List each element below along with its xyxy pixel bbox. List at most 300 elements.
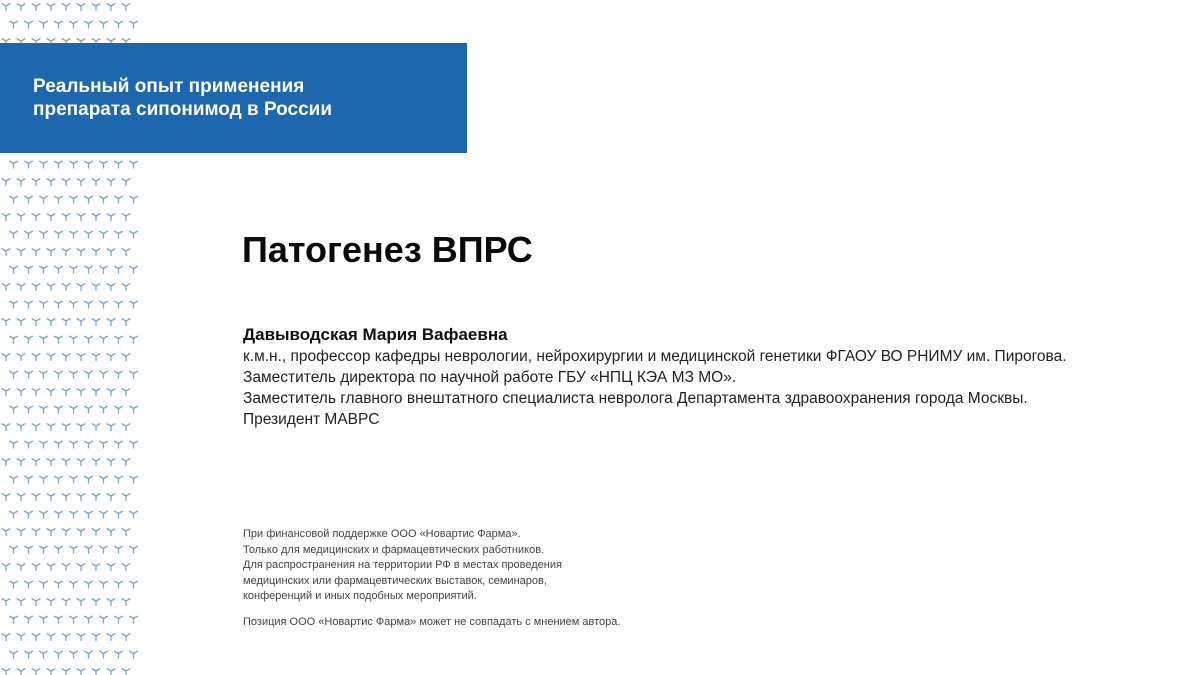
- pattern-glyph-icon: [77, 354, 85, 361]
- pattern-glyph-icon: [2, 249, 10, 256]
- pattern-glyph-icon: [62, 4, 70, 11]
- pattern-glyph-icon: [47, 284, 55, 291]
- pattern-glyph-icon: [122, 529, 130, 536]
- pattern-glyph-icon: [77, 389, 85, 396]
- pattern-glyph-icon: [115, 301, 123, 308]
- pattern-glyph-icon: [85, 336, 93, 343]
- disclaimer-line-2: Только для медицинских и фармацевтических работников.: [243, 543, 545, 556]
- pattern-glyph-icon: [47, 354, 55, 361]
- pattern-glyph-icon: [25, 441, 33, 448]
- pattern-glyph-icon: [115, 441, 123, 448]
- pattern-glyph-icon: [17, 564, 25, 571]
- disclaimer-line-5: конференций и иных подобных мероприятий.: [243, 590, 477, 602]
- pattern-glyph-icon: [17, 599, 25, 606]
- pattern-glyph-icon: [130, 371, 138, 378]
- pattern-glyph-icon: [77, 599, 85, 606]
- pattern-glyph-icon: [92, 354, 100, 361]
- pattern-glyph-icon: [40, 336, 48, 343]
- pattern-glyph-icon: [85, 616, 93, 623]
- pattern-glyph-icon: [10, 406, 18, 413]
- pattern-glyph-icon: [55, 441, 63, 448]
- pattern-glyph-icon: [85, 511, 93, 518]
- pattern-glyph-icon: [2, 494, 10, 501]
- pattern-glyph-icon: [47, 564, 55, 571]
- pattern-glyph-icon: [92, 4, 100, 11]
- pattern-glyph-icon: [55, 371, 63, 378]
- pattern-glyph-icon: [40, 511, 48, 518]
- pattern-glyph-icon: [62, 249, 70, 256]
- pattern-glyph-icon: [122, 354, 130, 361]
- pattern-glyph-icon: [32, 319, 40, 326]
- pattern-glyph-icon: [10, 581, 18, 588]
- pattern-glyph-icon: [130, 511, 138, 518]
- pattern-glyph-icon: [40, 196, 48, 203]
- pattern-glyph-icon: [100, 196, 108, 203]
- pattern-glyph-icon: [62, 669, 70, 675]
- pattern-glyph-icon: [92, 459, 100, 466]
- pattern-glyph-icon: [70, 371, 78, 378]
- pattern-glyph-icon: [62, 424, 70, 431]
- pattern-glyph-icon: [40, 406, 48, 413]
- pattern-glyph-icon: [70, 546, 78, 553]
- pattern-glyph-icon: [85, 476, 93, 483]
- pattern-glyph-icon: [47, 214, 55, 221]
- pattern-glyph-icon: [55, 511, 63, 518]
- pattern-glyph-icon: [70, 336, 78, 343]
- pattern-glyph-icon: [115, 266, 123, 273]
- pattern-glyph-icon: [55, 581, 63, 588]
- pattern-glyph-icon: [100, 476, 108, 483]
- pattern-glyph-icon: [47, 599, 55, 606]
- pattern-glyph-icon: [122, 179, 130, 186]
- pattern-glyph-icon: [10, 476, 18, 483]
- disclaimer-line-1: При финансовой поддержке ООО «Новартис Фарма».: [243, 528, 521, 540]
- slide-title: Патогенез ВПРС: [242, 229, 533, 270]
- pattern-glyph-icon: [130, 231, 138, 238]
- pattern-glyph-icon: [77, 669, 85, 675]
- pattern-glyph-icon: [40, 476, 48, 483]
- pattern-glyph-icon: [107, 179, 115, 186]
- pattern-glyph-icon: [107, 634, 115, 641]
- pattern-glyph-icon: [10, 161, 18, 168]
- pattern-glyph-icon: [17, 284, 25, 291]
- pattern-glyph-icon: [17, 319, 25, 326]
- pattern-glyph-icon: [85, 196, 93, 203]
- pattern-glyph-icon: [40, 371, 48, 378]
- pattern-glyph-icon: [40, 161, 48, 168]
- pattern-glyph-icon: [2, 634, 10, 641]
- pattern-glyph-icon: [55, 406, 63, 413]
- pattern-glyph-icon: [10, 616, 18, 623]
- pattern-glyph-icon: [130, 161, 138, 168]
- pattern-glyph-icon: [55, 231, 63, 238]
- pattern-glyph-icon: [122, 284, 130, 291]
- pattern-glyph-icon: [55, 546, 63, 553]
- disclaimer-block: [243, 527, 620, 630]
- pattern-glyph-icon: [25, 651, 33, 658]
- pattern-glyph-icon: [62, 214, 70, 221]
- pattern-glyph-icon: [92, 319, 100, 326]
- pattern-glyph-icon: [25, 196, 33, 203]
- pattern-glyph-icon: [130, 196, 138, 203]
- pattern-glyph-icon: [47, 4, 55, 11]
- pattern-glyph-icon: [77, 494, 85, 501]
- pattern-glyph-icon: [70, 441, 78, 448]
- pattern-glyph-icon: [107, 389, 115, 396]
- pattern-glyph-icon: [85, 651, 93, 658]
- pattern-glyph-icon: [55, 336, 63, 343]
- pattern-glyph-icon: [70, 616, 78, 623]
- pattern-glyph-icon: [70, 581, 78, 588]
- pattern-glyph-icon: [107, 529, 115, 536]
- disclaimer-line-3: Для распространения на территории РФ в местах проведения: [243, 559, 562, 571]
- pattern-glyph-icon: [100, 231, 108, 238]
- pattern-glyph-icon: [32, 564, 40, 571]
- pattern-glyph-icon: [70, 196, 78, 203]
- pattern-glyph-icon: [107, 564, 115, 571]
- pattern-glyph-icon: [85, 231, 93, 238]
- pattern-glyph-icon: [2, 424, 10, 431]
- pattern-glyph-icon: [130, 546, 138, 553]
- pattern-glyph-icon: [100, 441, 108, 448]
- pattern-glyph-icon: [17, 424, 25, 431]
- pattern-glyph-icon: [2, 459, 10, 466]
- pattern-glyph-icon: [130, 616, 138, 623]
- pattern-glyph-icon: [130, 441, 138, 448]
- pattern-glyph-icon: [40, 616, 48, 623]
- pattern-glyph-icon: [115, 581, 123, 588]
- pattern-glyph-icon: [122, 249, 130, 256]
- pattern-glyph-icon: [92, 249, 100, 256]
- pattern-glyph-icon: [55, 476, 63, 483]
- pattern-glyph-icon: [122, 389, 130, 396]
- pattern-glyph-icon: [40, 231, 48, 238]
- pattern-glyph-icon: [115, 231, 123, 238]
- pattern-glyph-icon: [115, 196, 123, 203]
- pattern-glyph-icon: [62, 564, 70, 571]
- pattern-glyph-icon: [92, 599, 100, 606]
- pattern-glyph-icon: [10, 266, 18, 273]
- pattern-glyph-icon: [100, 616, 108, 623]
- pattern-glyph-icon: [92, 389, 100, 396]
- pattern-glyph-icon: [115, 546, 123, 553]
- pattern-glyph-icon: [32, 284, 40, 291]
- pattern-glyph-icon: [2, 179, 10, 186]
- pattern-glyph-icon: [40, 301, 48, 308]
- pattern-glyph-icon: [77, 529, 85, 536]
- pattern-glyph-icon: [32, 424, 40, 431]
- pattern-glyph-icon: [85, 546, 93, 553]
- pattern-glyph-icon: [130, 301, 138, 308]
- pattern-glyph-icon: [32, 669, 40, 675]
- author-name: Давыводская Мария Вафаевна: [243, 325, 508, 344]
- pattern-glyph-icon: [100, 511, 108, 518]
- pattern-glyph-icon: [130, 651, 138, 658]
- pattern-glyph-icon: [25, 161, 33, 168]
- pattern-glyph-icon: [130, 21, 138, 28]
- pattern-glyph-icon: [122, 424, 130, 431]
- pattern-glyph-icon: [62, 354, 70, 361]
- pattern-glyph-icon: [85, 441, 93, 448]
- pattern-glyph-icon: [62, 599, 70, 606]
- pattern-glyph-icon: [85, 21, 93, 28]
- pattern-glyph-icon: [32, 389, 40, 396]
- pattern-glyph-icon: [77, 249, 85, 256]
- pattern-glyph-icon: [25, 616, 33, 623]
- pattern-glyph-icon: [32, 354, 40, 361]
- pattern-glyph-icon: [32, 599, 40, 606]
- pattern-glyph-icon: [40, 441, 48, 448]
- pattern-glyph-icon: [32, 214, 40, 221]
- pattern-glyph-icon: [2, 4, 10, 11]
- pattern-glyph-icon: [107, 459, 115, 466]
- disclaimer-note: Позиция ООО «Новартис Фарма» может не совпадать с мнением автора.: [243, 615, 621, 628]
- pattern-glyph-icon: [2, 284, 10, 291]
- pattern-glyph-icon: [122, 214, 130, 221]
- pattern-glyph-icon: [107, 249, 115, 256]
- pattern-glyph-icon: [17, 214, 25, 221]
- pattern-glyph-icon: [77, 284, 85, 291]
- pattern-glyph-icon: [70, 231, 78, 238]
- pattern-glyph-icon: [70, 21, 78, 28]
- pattern-glyph-icon: [10, 651, 18, 658]
- pattern-glyph-icon: [107, 494, 115, 501]
- pattern-glyph-icon: [115, 161, 123, 168]
- pattern-glyph-icon: [10, 231, 18, 238]
- pattern-glyph-icon: [92, 424, 100, 431]
- pattern-glyph-icon: [55, 161, 63, 168]
- pattern-glyph-icon: [70, 511, 78, 518]
- pattern-glyph-icon: [2, 564, 10, 571]
- pattern-glyph-icon: [130, 266, 138, 273]
- pattern-glyph-icon: [47, 319, 55, 326]
- pattern-glyph-icon: [47, 179, 55, 186]
- author-credential-1: к.м.н., профессор кафедры неврологии, нейрохирургии и медицинской генетики ФГАОУ ВО РНИМУ им. Пирогова.: [243, 348, 1067, 365]
- pattern-glyph-icon: [17, 529, 25, 536]
- pattern-glyph-icon: [122, 669, 130, 675]
- pattern-glyph-icon: [115, 336, 123, 343]
- pattern-glyph-icon: [25, 511, 33, 518]
- pattern-glyph-icon: [77, 564, 85, 571]
- pattern-glyph-icon: [25, 406, 33, 413]
- header-banner: [0, 43, 467, 153]
- pattern-glyph-icon: [115, 406, 123, 413]
- pattern-glyph-icon: [122, 599, 130, 606]
- pattern-glyph-icon: [17, 4, 25, 11]
- pattern-glyph-icon: [10, 301, 18, 308]
- pattern-glyph-icon: [77, 319, 85, 326]
- pattern-glyph-icon: [130, 336, 138, 343]
- pattern-glyph-icon: [2, 319, 10, 326]
- pattern-glyph-icon: [62, 529, 70, 536]
- pattern-glyph-icon: [92, 494, 100, 501]
- pattern-glyph-icon: [77, 459, 85, 466]
- pattern-glyph-icon: [85, 406, 93, 413]
- pattern-glyph-icon: [2, 214, 10, 221]
- author-credential-3: Заместитель главного внештатного специалиста невролога Департамента здравоохранения города Москвы.: [243, 390, 1028, 407]
- pattern-glyph-icon: [47, 634, 55, 641]
- pattern-glyph-icon: [40, 546, 48, 553]
- pattern-glyph-icon: [85, 301, 93, 308]
- author-credential-4: Президент МАВРС: [243, 411, 380, 428]
- pattern-glyph-icon: [85, 371, 93, 378]
- pattern-glyph-icon: [70, 301, 78, 308]
- pattern-glyph-icon: [17, 669, 25, 675]
- pattern-glyph-icon: [107, 4, 115, 11]
- pattern-glyph-icon: [32, 459, 40, 466]
- pattern-glyph-icon: [17, 249, 25, 256]
- pattern-glyph-icon: [100, 371, 108, 378]
- pattern-glyph-icon: [100, 21, 108, 28]
- pattern-glyph-icon: [107, 284, 115, 291]
- pattern-glyph-icon: [122, 4, 130, 11]
- pattern-glyph-icon: [100, 266, 108, 273]
- pattern-glyph-icon: [130, 406, 138, 413]
- pattern-glyph-icon: [32, 4, 40, 11]
- pattern-glyph-icon: [92, 214, 100, 221]
- pattern-glyph-icon: [47, 249, 55, 256]
- pattern-glyph-icon: [92, 634, 100, 641]
- pattern-glyph-icon: [55, 301, 63, 308]
- pattern-glyph-icon: [40, 266, 48, 273]
- pattern-glyph-icon: [47, 529, 55, 536]
- pattern-glyph-icon: [70, 406, 78, 413]
- pattern-glyph-icon: [70, 476, 78, 483]
- pattern-glyph-icon: [100, 301, 108, 308]
- pattern-glyph-icon: [115, 651, 123, 658]
- pattern-glyph-icon: [92, 564, 100, 571]
- pattern-glyph-icon: [25, 546, 33, 553]
- pattern-glyph-icon: [55, 651, 63, 658]
- pattern-glyph-icon: [47, 424, 55, 431]
- pattern-glyph-icon: [2, 529, 10, 536]
- pattern-glyph-icon: [100, 546, 108, 553]
- pattern-glyph-icon: [17, 494, 25, 501]
- pattern-glyph-icon: [25, 21, 33, 28]
- pattern-glyph-icon: [2, 354, 10, 361]
- pattern-glyph-icon: [47, 389, 55, 396]
- pattern-glyph-icon: [17, 634, 25, 641]
- pattern-glyph-icon: [62, 284, 70, 291]
- pattern-glyph-icon: [77, 214, 85, 221]
- pattern-glyph-icon: [17, 389, 25, 396]
- pattern-glyph-icon: [122, 459, 130, 466]
- pattern-glyph-icon: [40, 581, 48, 588]
- pattern-glyph-icon: [100, 581, 108, 588]
- pattern-glyph-icon: [47, 669, 55, 675]
- pattern-glyph-icon: [115, 511, 123, 518]
- pattern-glyph-icon: [32, 249, 40, 256]
- pattern-glyph-icon: [55, 616, 63, 623]
- pattern-glyph-icon: [25, 231, 33, 238]
- pattern-glyph-icon: [55, 196, 63, 203]
- pattern-glyph-icon: [32, 494, 40, 501]
- pattern-glyph-icon: [47, 459, 55, 466]
- pattern-glyph-icon: [62, 459, 70, 466]
- banner-title-line-2: препарата сипонимод в России: [33, 99, 333, 120]
- pattern-glyph-icon: [77, 634, 85, 641]
- pattern-glyph-icon: [92, 284, 100, 291]
- pattern-glyph-icon: [62, 319, 70, 326]
- pattern-glyph-icon: [10, 546, 18, 553]
- pattern-glyph-icon: [10, 336, 18, 343]
- pattern-glyph-icon: [130, 476, 138, 483]
- pattern-glyph-icon: [92, 669, 100, 675]
- pattern-glyph-icon: [77, 4, 85, 11]
- pattern-glyph-icon: [122, 494, 130, 501]
- pattern-glyph-icon: [85, 581, 93, 588]
- pattern-glyph-icon: [55, 21, 63, 28]
- pattern-glyph-icon: [2, 599, 10, 606]
- pattern-glyph-icon: [107, 319, 115, 326]
- pattern-glyph-icon: [10, 441, 18, 448]
- pattern-glyph-icon: [25, 581, 33, 588]
- author-block: [243, 324, 1067, 430]
- pattern-glyph-icon: [17, 179, 25, 186]
- pattern-glyph-icon: [85, 266, 93, 273]
- pattern-glyph-icon: [107, 669, 115, 675]
- pattern-glyph-icon: [10, 371, 18, 378]
- pattern-glyph-icon: [2, 669, 10, 675]
- pattern-glyph-icon: [17, 459, 25, 466]
- pattern-glyph-icon: [115, 616, 123, 623]
- pattern-glyph-icon: [62, 179, 70, 186]
- pattern-glyph-icon: [100, 161, 108, 168]
- pattern-glyph-icon: [25, 476, 33, 483]
- pattern-glyph-icon: [62, 389, 70, 396]
- pattern-glyph-icon: [70, 161, 78, 168]
- pattern-glyph-icon: [40, 651, 48, 658]
- pattern-glyph-icon: [32, 634, 40, 641]
- pattern-glyph-icon: [62, 494, 70, 501]
- pattern-glyph-icon: [130, 581, 138, 588]
- pattern-glyph-icon: [92, 529, 100, 536]
- pattern-glyph-icon: [25, 301, 33, 308]
- pattern-glyph-icon: [122, 319, 130, 326]
- pattern-glyph-icon: [100, 651, 108, 658]
- pattern-glyph-icon: [100, 406, 108, 413]
- pattern-glyph-icon: [10, 21, 18, 28]
- pattern-glyph-icon: [107, 599, 115, 606]
- pattern-glyph-icon: [107, 424, 115, 431]
- pattern-glyph-icon: [17, 354, 25, 361]
- pattern-glyph-icon: [77, 424, 85, 431]
- pattern-glyph-icon: [2, 389, 10, 396]
- pattern-glyph-icon: [115, 371, 123, 378]
- banner-title-line-1: Реальный опыт применения: [33, 76, 305, 97]
- pattern-glyph-icon: [100, 336, 108, 343]
- disclaimer-line-4: медицинских или фармацевтических выставок, семинаров,: [243, 574, 547, 587]
- pattern-glyph-icon: [115, 21, 123, 28]
- pattern-glyph-icon: [25, 371, 33, 378]
- author-credential-2: Заместитель директора по научной работе ГБУ «НПЦ КЭА МЗ МО».: [243, 369, 737, 386]
- pattern-glyph-icon: [107, 214, 115, 221]
- pattern-glyph-icon: [107, 354, 115, 361]
- pattern-glyph-icon: [25, 336, 33, 343]
- pattern-glyph-icon: [40, 21, 48, 28]
- pattern-glyph-icon: [10, 196, 18, 203]
- pattern-glyph-icon: [85, 161, 93, 168]
- pattern-glyph-icon: [77, 179, 85, 186]
- pattern-glyph-icon: [55, 266, 63, 273]
- pattern-glyph-icon: [62, 634, 70, 641]
- pattern-glyph-icon: [70, 651, 78, 658]
- pattern-glyph-icon: [32, 179, 40, 186]
- pattern-glyph-icon: [10, 511, 18, 518]
- pattern-glyph-icon: [47, 494, 55, 501]
- pattern-glyph-icon: [122, 634, 130, 641]
- pattern-glyph-icon: [115, 476, 123, 483]
